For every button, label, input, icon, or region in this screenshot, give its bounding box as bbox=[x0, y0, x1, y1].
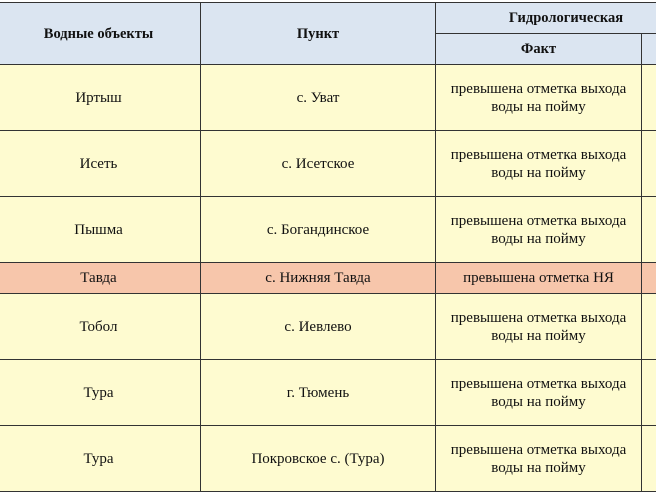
table-row bbox=[0, 294, 656, 360]
cell-fact: превышена отметка выхода воды на пойму bbox=[436, 294, 642, 360]
cell-water-object: Исеть bbox=[0, 131, 201, 197]
cell-point: с. Нижняя Тавда bbox=[201, 263, 436, 294]
cell-point: с. Иевлево bbox=[201, 294, 436, 360]
cell-fact: превышена отметка выхода воды на пойму bbox=[436, 197, 642, 263]
table-row bbox=[0, 426, 656, 492]
table-row bbox=[0, 197, 656, 263]
cell-forecast bbox=[642, 426, 656, 492]
cell-water-object: Иртыш bbox=[0, 65, 201, 131]
header-forecast-cut bbox=[642, 34, 656, 65]
header-fact: Факт bbox=[436, 34, 642, 65]
cell-fact: превышена отметка выхода воды на пойму bbox=[436, 426, 642, 492]
cell-fact: превышена отметка НЯ bbox=[436, 263, 642, 294]
header-point: Пункт bbox=[201, 3, 436, 65]
cell-water-object: Тобол bbox=[0, 294, 201, 360]
cell-forecast bbox=[642, 197, 656, 263]
cell-fact: превышена отметка выхода воды на пойму bbox=[436, 360, 642, 426]
cell-forecast bbox=[642, 294, 656, 360]
header-hydrological-situation: Гидрологическая bbox=[436, 3, 656, 34]
table-row bbox=[0, 263, 656, 294]
cell-water-object: Пышма bbox=[0, 197, 201, 263]
cell-fact: превышена отметка выхода воды на пойму bbox=[436, 65, 642, 131]
cell-point: с. Исетское bbox=[201, 131, 436, 197]
header-water-objects: Водные объекты bbox=[0, 3, 201, 65]
cell-point: с. Богандинское bbox=[201, 197, 436, 263]
cell-water-object: Тура bbox=[0, 360, 201, 426]
cell-water-object: Тавда bbox=[0, 263, 201, 294]
table-row bbox=[0, 65, 656, 131]
cell-point: с. Уват bbox=[201, 65, 436, 131]
cell-point: Покровское с. (Тура) bbox=[201, 426, 436, 492]
table-row bbox=[0, 360, 656, 426]
cell-forecast bbox=[642, 360, 656, 426]
cell-forecast bbox=[642, 131, 656, 197]
cell-point: г. Тюмень bbox=[201, 360, 436, 426]
hydrology-table bbox=[0, 2, 656, 492]
cell-forecast bbox=[642, 65, 656, 131]
table-row bbox=[0, 131, 656, 197]
cell-fact: превышена отметка выхода воды на пойму bbox=[436, 131, 642, 197]
cell-forecast bbox=[642, 263, 656, 294]
cell-water-object: Тура bbox=[0, 426, 201, 492]
